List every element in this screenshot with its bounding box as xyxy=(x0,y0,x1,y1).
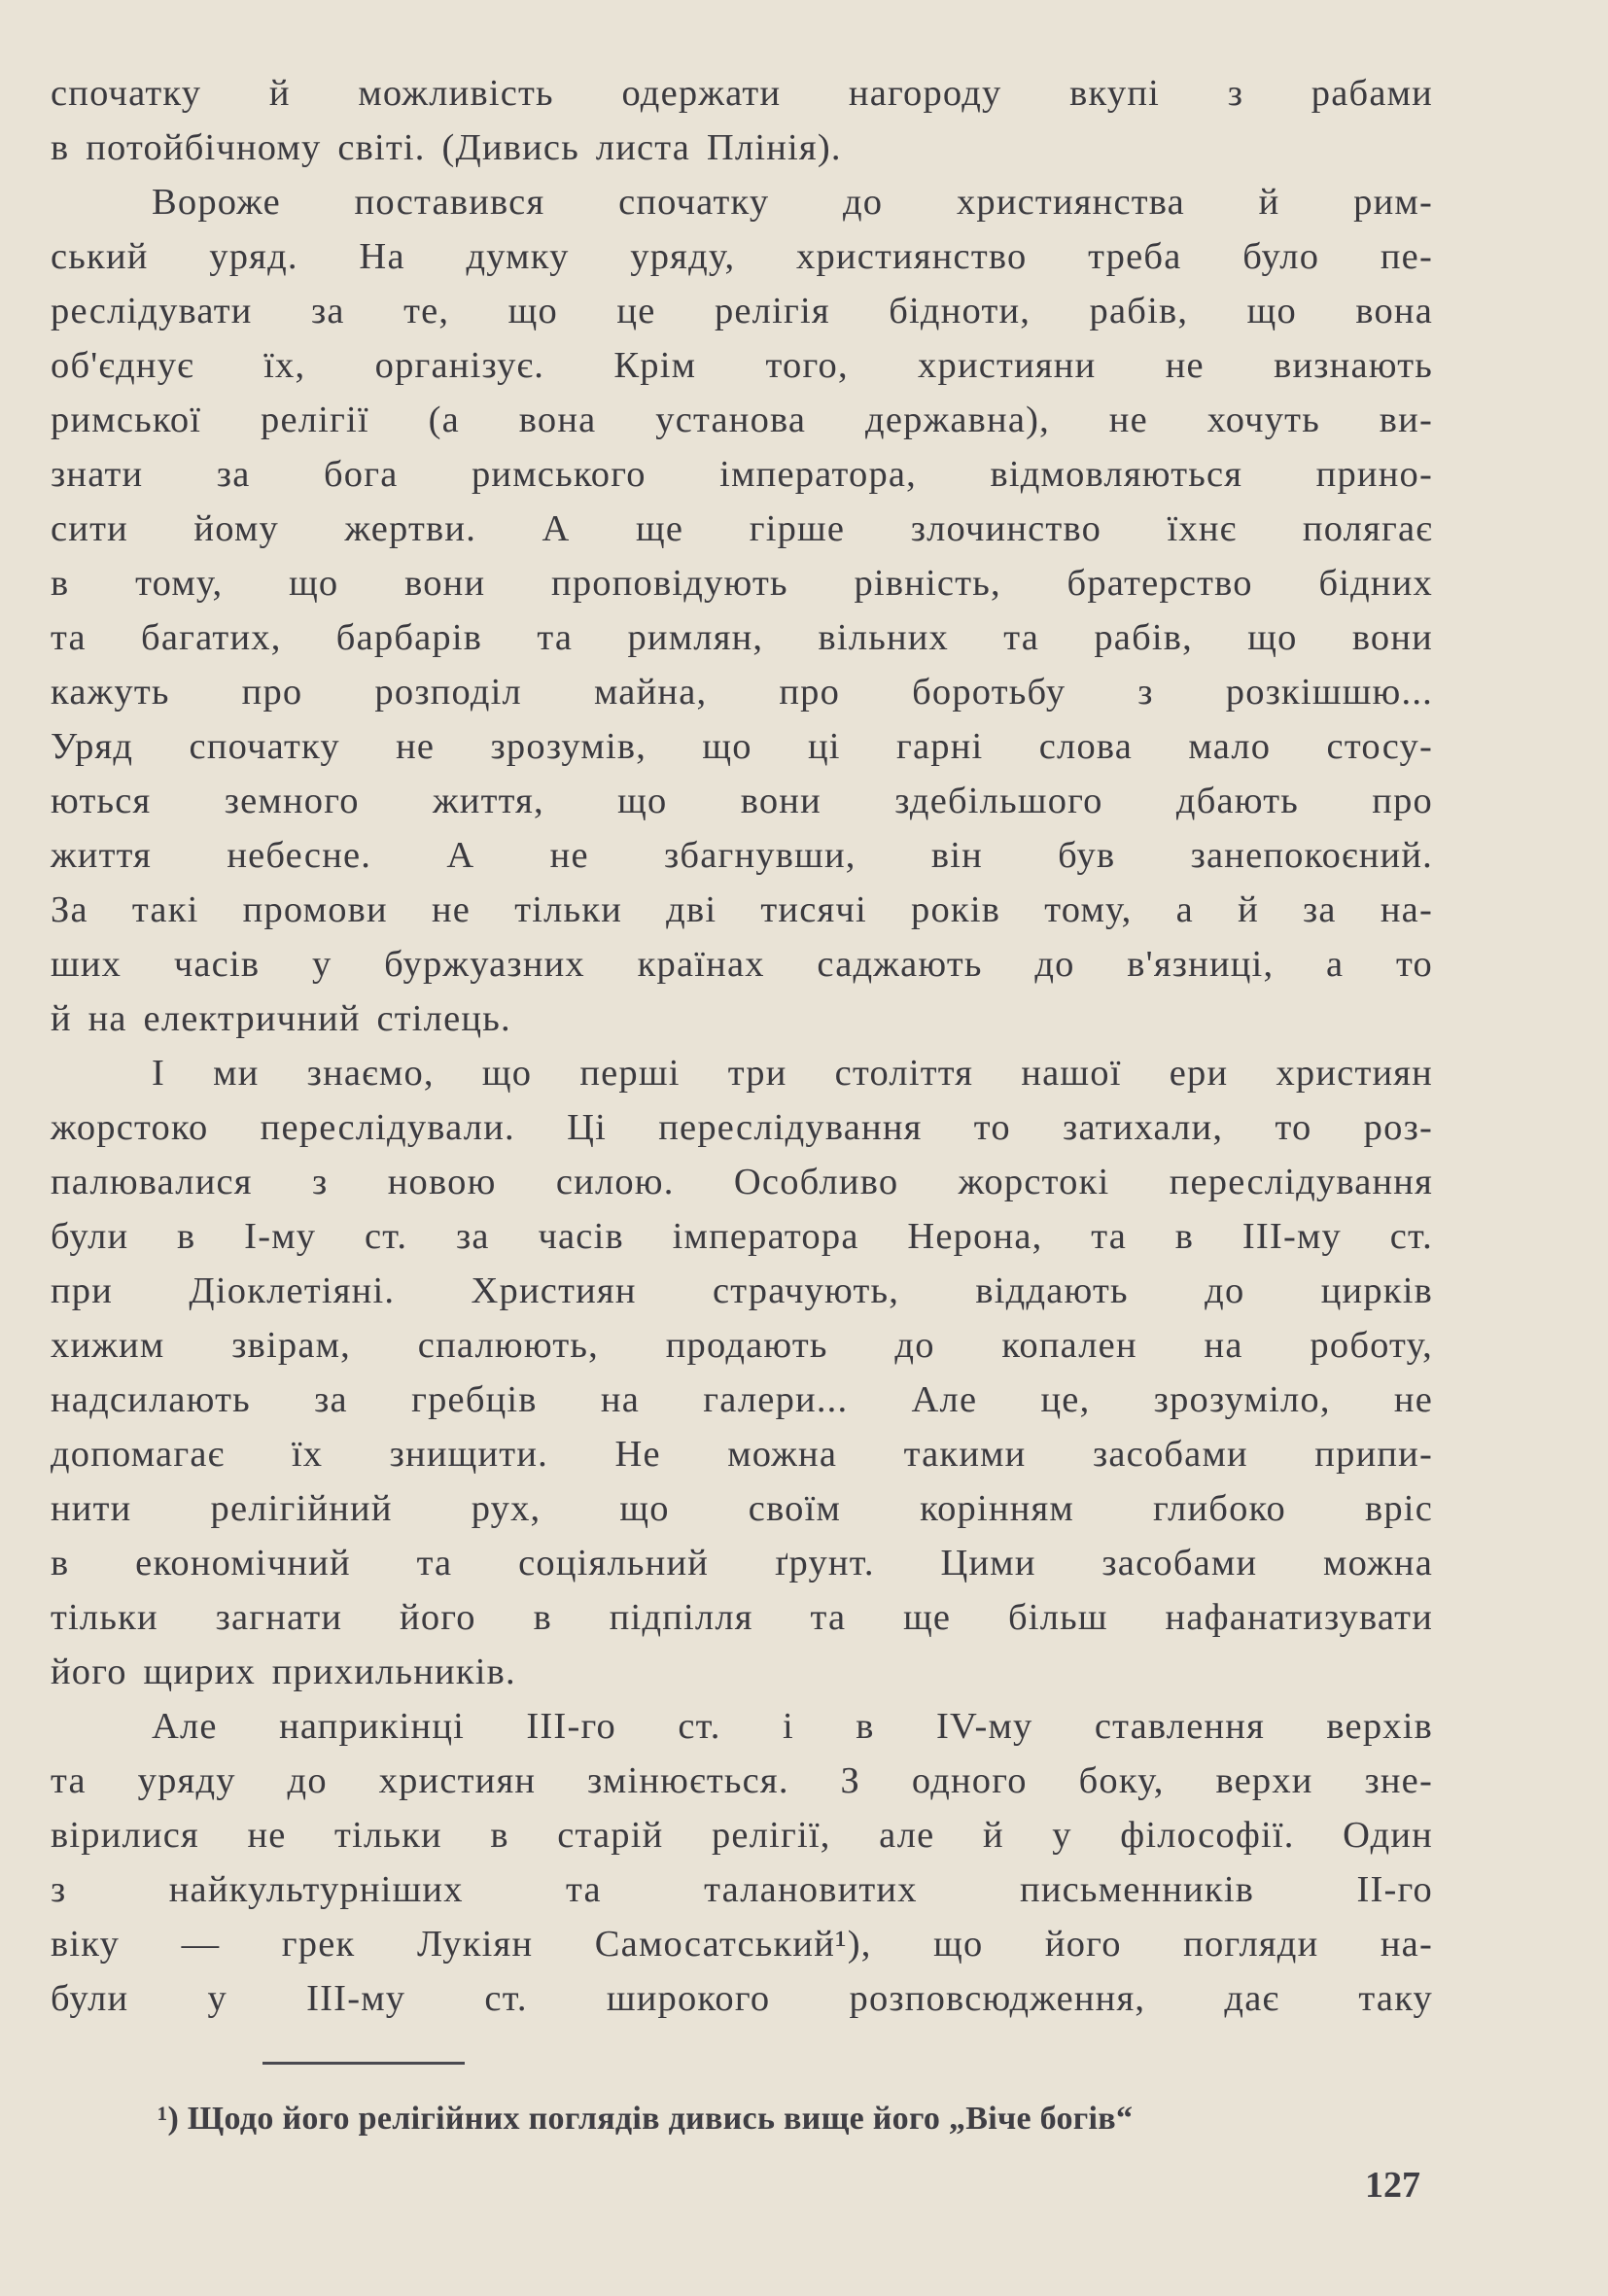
text-line: реслідувати за те, що це релігія бідноти, рабів, що вона xyxy=(51,291,1433,331)
text-line: при Діоклетіяні. Християн страчують, віддають до цирків xyxy=(51,1270,1433,1311)
text-line: в економічний та соціяльний ґрунт. Цими засобами можна xyxy=(51,1543,1433,1583)
text-line: жорстоко переслідували. Ці переслідування то затихали, то роз- xyxy=(51,1107,1433,1148)
text-line: кажуть про розподіл майна, про боротьбу з розкішшю... xyxy=(51,672,1433,713)
text-line: спочатку й можливість одержати нагороду вкупі з рабами xyxy=(51,73,1433,114)
text-line: ших часів у буржуазних країнах саджають до в'язниці, а то xyxy=(51,944,1433,985)
text-line: римської релігії (а вона установа державна), не хочуть ви- xyxy=(51,400,1433,440)
text-line: життя небесне. А не збагнувши, він був занепокоєний. xyxy=(51,835,1433,876)
text-line: надсилають за гребців на галери... Але це, зрозуміло, не xyxy=(51,1379,1433,1420)
text-line: та уряду до християн змінюється. З одного боку, верхи зне- xyxy=(51,1760,1433,1801)
text-line: допомагає їх знищити. Не можна такими засобами припи- xyxy=(51,1434,1433,1475)
text-line: й на електричний стілець. xyxy=(51,998,511,1039)
text-line: об'єднує їх, організує. Крім того, християни не визнають xyxy=(51,345,1433,386)
page-number: 127 xyxy=(1365,2165,1420,2206)
text-line: Уряд спочатку не зрозумів, що ці гарні слова мало стосу- xyxy=(51,726,1433,767)
text-line: нити релігійний рух, що своїм корінням глибоко вріс xyxy=(51,1488,1433,1529)
text-line: віку — грек Лукіян Самосатський¹), що його погляди на- xyxy=(51,1924,1433,1965)
paragraph-start-line: Вороже поставився спочатку до християнства й рим- xyxy=(152,182,1433,223)
footnote: ¹) Щодо його релігійних поглядів дивись вище його „Віче богів“ xyxy=(157,2101,1134,2137)
text-line: тільки загнати його в підпілля та ще більш нафанатизувати xyxy=(51,1597,1433,1638)
text-line: ський уряд. На думку уряду, християнство треба було пе- xyxy=(51,236,1433,277)
text-line: За такі промови не тільки дві тисячі років тому, а й за на- xyxy=(51,889,1433,930)
text-line: та багатих, барбарів та римлян, вільних та рабів, що вони xyxy=(51,617,1433,658)
text-line: знати за бога римського імператора, відмовляються прино- xyxy=(51,454,1433,495)
text-line: вірилися не тільки в старій релігії, але й у філософії. Один xyxy=(51,1815,1433,1856)
text-line: ються земного життя, що вони здебільшого дбають про xyxy=(51,781,1433,821)
text-line: хижим звірам, спалюють, продають до копален на роботу, xyxy=(51,1325,1433,1366)
text-line: були у ІІІ-му ст. широкого розповсюдження, дає таку xyxy=(51,1978,1433,2019)
text-line: з найкультурніших та талановитих письменників ІІ-го xyxy=(51,1869,1433,1910)
text-line: в тому, що вони проповідують рівність, братерство бідних xyxy=(51,563,1433,604)
paragraph-start-line: І ми знаємо, що перші три століття нашої ери християн xyxy=(152,1053,1433,1094)
text-line: в потойбічному світі. (Дивись листа Плінія). xyxy=(51,127,842,168)
footnote-separator xyxy=(262,2062,465,2065)
text-line: сити йому жертви. А ще гірше злочинство їхнє полягає xyxy=(51,508,1433,549)
text-line: палювалися з новою силою. Особливо жорстокі переслідування xyxy=(51,1162,1433,1202)
text-line: його щирих прихильників. xyxy=(51,1652,516,1692)
paragraph-start-line: Але наприкінці ІІІ-го ст. і в IV-му ставлення верхів xyxy=(152,1706,1433,1747)
text-line: були в І-му ст. за часів імператора Нерона, та в ІІІ-му ст. xyxy=(51,1216,1433,1257)
